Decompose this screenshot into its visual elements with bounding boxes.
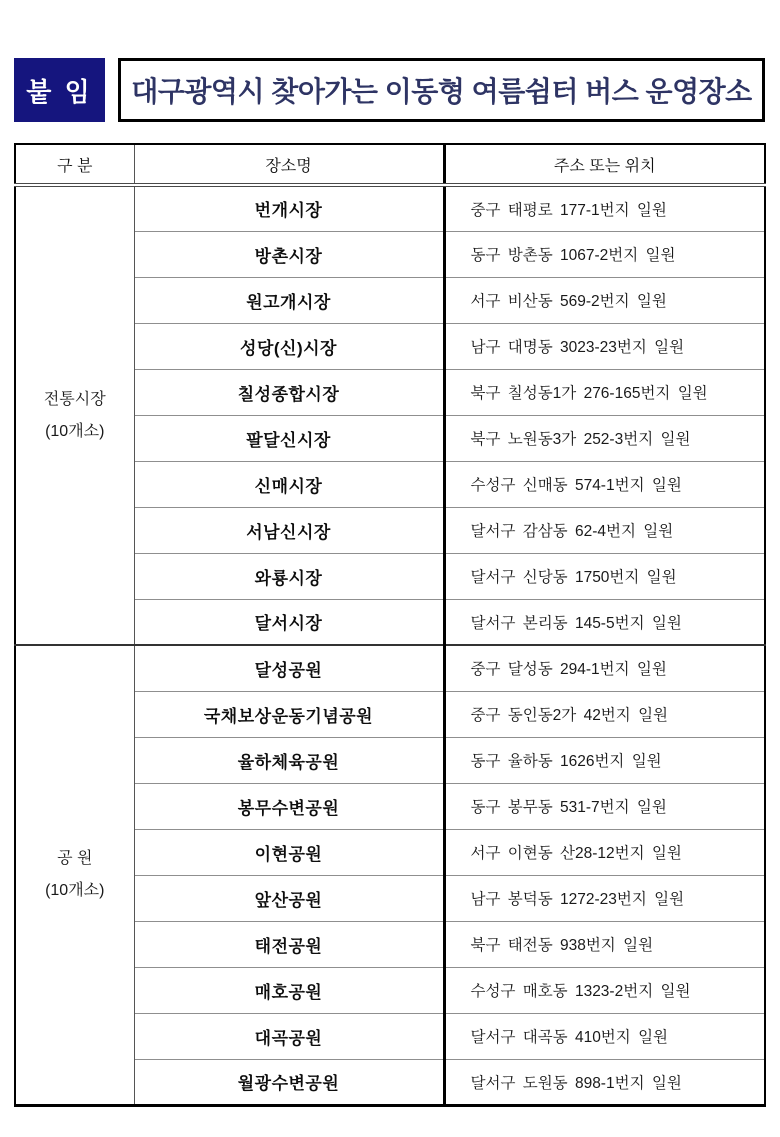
place-name: 국채보상운동기념공원 — [134, 691, 444, 737]
place-address: 중구 달성동 294-1번지 일원 — [444, 645, 765, 691]
place-name: 태전공원 — [134, 921, 444, 967]
column-header-address: 주소 또는 위치 — [444, 144, 765, 185]
group-label-text: 공 원 — [57, 849, 93, 867]
group-parks — [15, 645, 765, 1105]
place-address: 달서구 본리동 145-5번지 일원 — [444, 599, 765, 645]
place-address: 달서구 대곡동 410번지 일원 — [444, 1013, 765, 1059]
place-address: 달서구 신당동 1750번지 일원 — [444, 553, 765, 599]
group-label-parks — [15, 645, 134, 1105]
group-label-text: 전통시장 — [43, 390, 106, 408]
place-name: 칠성종합시장 — [134, 369, 444, 415]
place-name: 팔달신시장 — [134, 415, 444, 461]
place-address: 중구 태평로 177-1번지 일원 — [444, 185, 765, 231]
place-name: 번개시장 — [134, 185, 444, 231]
place-address: 동구 봉무동 531-7번지 일원 — [444, 783, 765, 829]
place-name: 방촌시장 — [134, 231, 444, 277]
table-row — [15, 185, 765, 231]
place-name: 원고개시장 — [134, 277, 444, 323]
table-header-row — [15, 144, 765, 185]
table-header — [15, 144, 765, 185]
place-name: 월광수변공원 — [134, 1059, 444, 1105]
place-name: 와룡시장 — [134, 553, 444, 599]
place-name: 이현공원 — [134, 829, 444, 875]
table-row — [15, 645, 765, 691]
place-name: 달성공원 — [134, 645, 444, 691]
place-address: 달서구 도원동 898-1번지 일원 — [444, 1059, 765, 1105]
locations-table — [14, 143, 766, 1107]
place-name: 달서시장 — [134, 599, 444, 645]
place-name: 매호공원 — [134, 967, 444, 1013]
place-address: 서구 이현동 산28-12번지 일원 — [444, 829, 765, 875]
document-header — [14, 58, 765, 122]
place-name: 율하체육공원 — [134, 737, 444, 783]
place-address: 북구 태전동 938번지 일원 — [444, 921, 765, 967]
place-address: 남구 봉덕동 1272-23번지 일원 — [444, 875, 765, 921]
place-address: 수성구 매호동 1323-2번지 일원 — [444, 967, 765, 1013]
group-traditional-markets — [15, 185, 765, 645]
place-address: 수성구 신매동 574-1번지 일원 — [444, 461, 765, 507]
place-name: 대곡공원 — [134, 1013, 444, 1059]
place-name: 성당(신)시장 — [134, 323, 444, 369]
place-address: 북구 칠성동1가 276-165번지 일원 — [444, 369, 765, 415]
column-header-category: 구 분 — [15, 144, 134, 185]
place-address: 동구 방촌동 1067-2번지 일원 — [444, 231, 765, 277]
place-address: 중구 동인동2가 42번지 일원 — [444, 691, 765, 737]
place-address: 남구 대명동 3023-23번지 일원 — [444, 323, 765, 369]
group-count-text: (10개소) — [45, 422, 105, 440]
place-address: 달서구 감삼동 62-4번지 일원 — [444, 507, 765, 553]
page-title: 대구광역시 찾아가는 이동형 여름쉼터 버스 운영장소 — [118, 58, 765, 122]
place-name: 신매시장 — [134, 461, 444, 507]
place-address: 동구 율하동 1626번지 일원 — [444, 737, 765, 783]
group-label-markets — [15, 185, 134, 645]
column-header-place: 장소명 — [134, 144, 444, 185]
attachment-badge: 붙 임 — [14, 58, 105, 122]
place-address: 서구 비산동 569-2번지 일원 — [444, 277, 765, 323]
place-name: 봉무수변공원 — [134, 783, 444, 829]
place-address: 북구 노원동3가 252-3번지 일원 — [444, 415, 765, 461]
group-count-text: (10개소) — [45, 881, 105, 899]
place-name: 앞산공원 — [134, 875, 444, 921]
place-name: 서남신시장 — [134, 507, 444, 553]
